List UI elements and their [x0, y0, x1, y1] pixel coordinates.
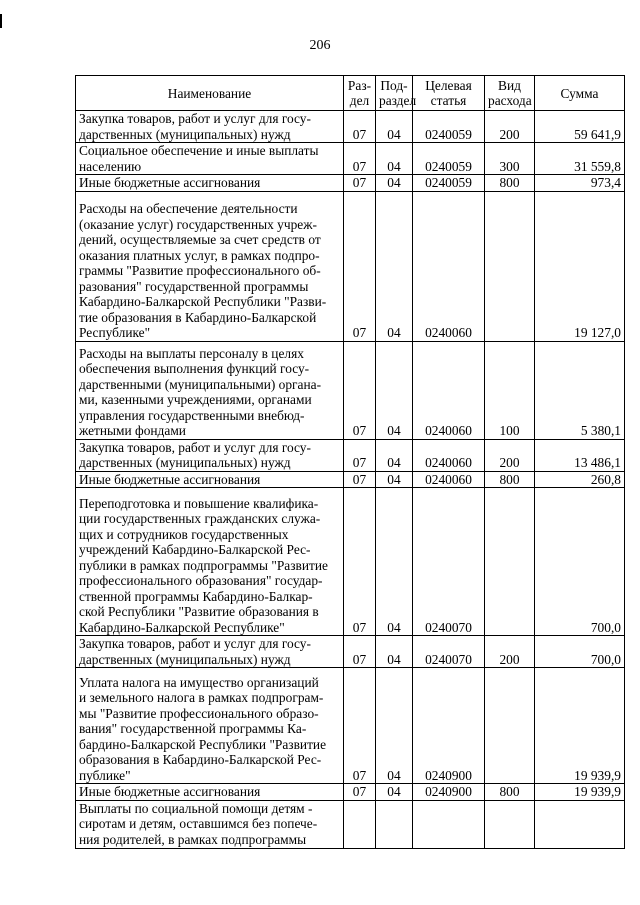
row-name: Уплата налога на имущество организаций и земельного налога в рамках подпрограм- мы "Развитие профессионального образо- вания" государственной программы Ка- бардино-Балкарской Республики "Развитие образования в Кабардино-Балкарской Рес- публике"	[76, 668, 344, 784]
col-header-section: Раз- дел	[344, 76, 376, 111]
row-subsection: 04	[376, 668, 413, 784]
row-amount: 19 939,9	[535, 668, 625, 784]
row-name: Закупка товаров, работ и услуг для госу- дарственных (муниципальных) нужд	[76, 636, 344, 668]
row-target	[413, 800, 485, 848]
row-subsection: 04	[376, 191, 413, 341]
row-expense-type: 200	[485, 111, 535, 143]
row-amount: 700,0	[535, 636, 625, 668]
table-row	[76, 800, 625, 848]
row-name: Социальное обеспечение и иные выплаты населению	[76, 143, 344, 175]
row-subsection: 04	[376, 488, 413, 636]
table-row	[76, 191, 625, 341]
row-name: Расходы на выплаты персоналу в целях обеспечения выполнения функций госу- дарственными (муниципальными) органа- ми, казенными учреждениями, органами управления государственными внебюд- жетными фондами	[76, 341, 344, 439]
table-row	[76, 175, 625, 192]
row-subsection: 04	[376, 143, 413, 175]
row-amount: 19 127,0	[535, 191, 625, 341]
col-header-subsection: Под- раздел	[376, 76, 413, 111]
row-expense-type: 200	[485, 439, 535, 471]
row-target: 0240900	[413, 668, 485, 784]
row-amount: 19 939,9	[535, 784, 625, 801]
row-target: 0240060	[413, 191, 485, 341]
row-subsection: 04	[376, 471, 413, 488]
row-subsection: 04	[376, 341, 413, 439]
budget-table	[75, 75, 625, 849]
row-name: Иные бюджетные ассигнования	[76, 471, 344, 488]
row-name: Иные бюджетные ассигнования	[76, 175, 344, 192]
row-expense-type	[485, 191, 535, 341]
table-row	[76, 439, 625, 471]
row-subsection: 04	[376, 111, 413, 143]
row-subsection	[376, 800, 413, 848]
row-section: 07	[344, 784, 376, 801]
row-name: Переподготовка и повышение квалифика- ции государственных гражданских служа- щих и сотрудников государственных учреждений Кабардино-Балкарской Рес- публики в рамках подпрограммы "Развитие профессионального образования" государ- ственной программы Кабардино-Балкар- ской Республики "Развитие образования в Кабардино-Балкарской Республике"	[76, 488, 344, 636]
page-number: 206	[309, 38, 331, 53]
row-expense-type: 800	[485, 784, 535, 801]
row-amount: 13 486,1	[535, 439, 625, 471]
table-row	[76, 784, 625, 801]
row-amount: 59 641,9	[535, 111, 625, 143]
row-expense-type: 800	[485, 471, 535, 488]
row-section: 07	[344, 143, 376, 175]
row-target: 0240070	[413, 488, 485, 636]
row-expense-type: 800	[485, 175, 535, 192]
row-name: Закупка товаров, работ и услуг для госу- дарственных (муниципальных) нужд	[76, 111, 344, 143]
row-target: 0240059	[413, 111, 485, 143]
row-expense-type: 100	[485, 341, 535, 439]
table-row	[76, 471, 625, 488]
row-subsection: 04	[376, 175, 413, 192]
row-section: 07	[344, 111, 376, 143]
col-header-expense-type: Вид расхода	[485, 76, 535, 111]
row-target: 0240060	[413, 439, 485, 471]
row-expense-type	[485, 488, 535, 636]
row-section: 07	[344, 191, 376, 341]
row-target: 0240059	[413, 175, 485, 192]
row-section: 07	[344, 471, 376, 488]
row-name: Иные бюджетные ассигнования	[76, 784, 344, 801]
row-section: 07	[344, 341, 376, 439]
row-target: 0240060	[413, 471, 485, 488]
row-section: 07	[344, 668, 376, 784]
row-target: 0240070	[413, 636, 485, 668]
row-section: 07	[344, 488, 376, 636]
row-expense-type: 300	[485, 143, 535, 175]
table-row	[76, 143, 625, 175]
col-header-amount: Сумма	[535, 76, 625, 111]
table-row	[76, 668, 625, 784]
row-name: Выплаты по социальной помощи детям - сиротам и детям, оставшимся без попече- ния родителей, в рамках подпрограммы	[76, 800, 344, 848]
table-row	[76, 488, 625, 636]
table-header-row	[76, 76, 625, 111]
row-target: 0240060	[413, 341, 485, 439]
col-header-name: Наименование	[76, 76, 344, 111]
row-expense-type: 200	[485, 636, 535, 668]
row-section	[344, 800, 376, 848]
row-amount: 700,0	[535, 488, 625, 636]
col-header-target: Целевая статья	[413, 76, 485, 111]
row-section: 07	[344, 175, 376, 192]
row-amount: 5 380,1	[535, 341, 625, 439]
row-subsection: 04	[376, 784, 413, 801]
table-row	[76, 111, 625, 143]
row-amount: 973,4	[535, 175, 625, 192]
row-subsection: 04	[376, 439, 413, 471]
row-target: 0240900	[413, 784, 485, 801]
row-section: 07	[344, 636, 376, 668]
row-name: Закупка товаров, работ и услуг для госу- дарственных (муниципальных) нужд	[76, 439, 344, 471]
row-section: 07	[344, 439, 376, 471]
row-target: 0240059	[413, 143, 485, 175]
row-amount	[535, 800, 625, 848]
table-row	[76, 341, 625, 439]
row-subsection: 04	[376, 636, 413, 668]
row-amount: 260,8	[535, 471, 625, 488]
row-amount: 31 559,8	[535, 143, 625, 175]
row-expense-type	[485, 800, 535, 848]
row-name: Расходы на обеспечение деятельности (оказание услуг) государственных учреж- дений, осуществляемые за счет средств от оказания платных услуг, в рамках подпро- граммы "Развитие профессионального об- разования" государственной программы Кабардино-Балкарской Республики "Разви- тие образования в Кабардино-Балкарской Республике"	[76, 191, 344, 341]
scan-edge-mark	[0, 14, 2, 28]
table-row	[76, 636, 625, 668]
row-expense-type	[485, 668, 535, 784]
